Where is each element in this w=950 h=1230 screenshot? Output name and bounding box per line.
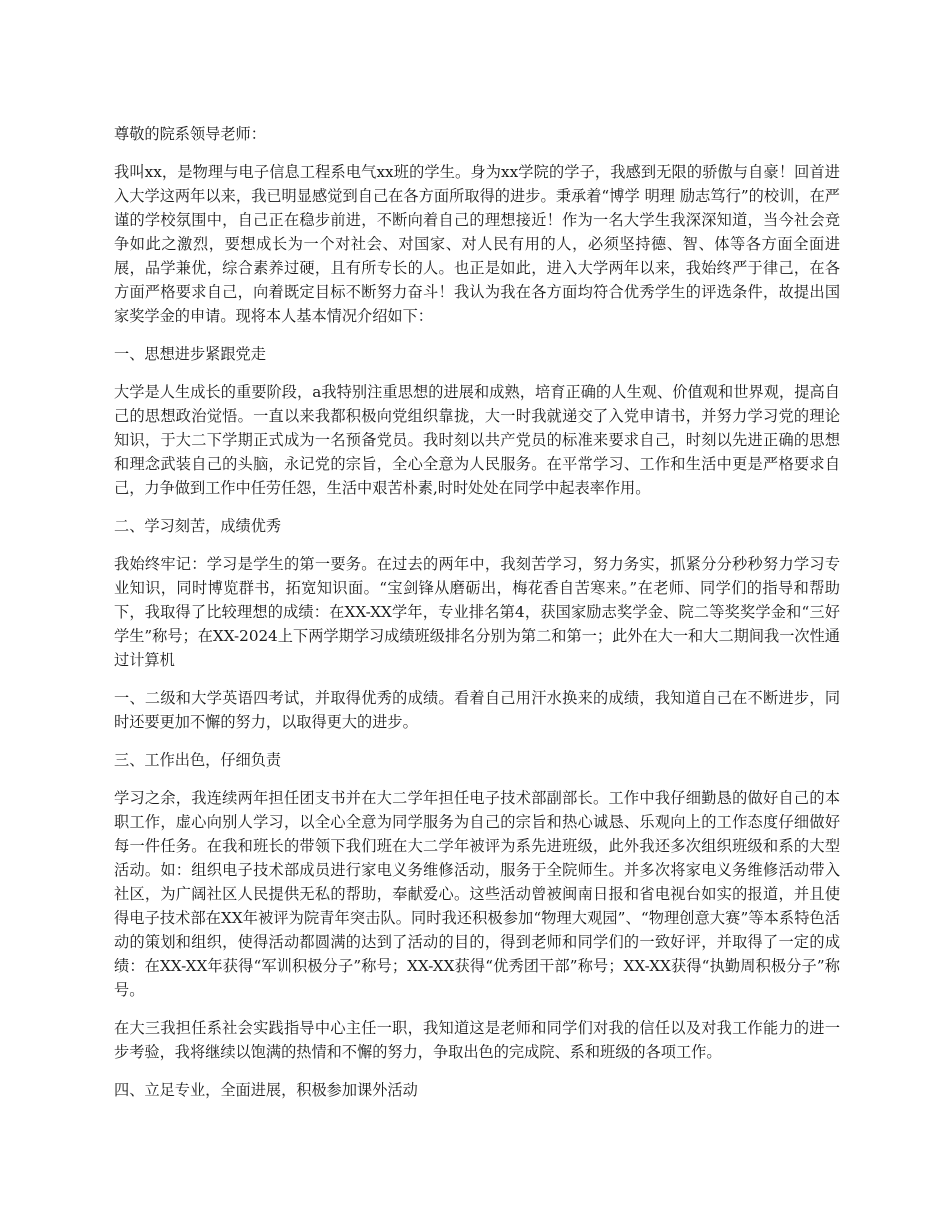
section-heading-1: 一、思想进步紧跟党走 [114,345,266,363]
salutation: 尊敬的院系领导老师： [114,125,266,143]
section-2-paragraph-2: 一、二级和大学英语四考试，并取得优秀的成绩。看着自己用汗水换来的成绩，我知道自己在不断进步，同时还要更加不懈的努力，以取得更大的进步。 [114,689,840,731]
section-heading-3: 三、工作出色，仔细负责 [114,751,282,769]
section-3-paragraph-1: 学习之余，我连续两年担任团支书并在大二学年担任电子技术部副部长。工作中我仔细勤恳的做好自己的本职工作，虚心向别人学习，以全心全意为同学服务为自己的宗旨和热心诚恳、乐观向上的工作态度仔细做好每一件任务。在我和班长的带领下我们班在大二学年被评为系先进班级，此外我还多次组织班级和系的大型活动。如：组织电子技术部成员进行家电义务维修活动，服务于全院师生。并多次将家电义务维修活动带入社区，为广阔社区人民提供无私的帮助，奉献爱心。这些活动曾被闽南日报和省电视台如实的报道，并且使得电子技术部在XX年被评为院青年突击队。同时我还积极参加“物理大观园”、“物理创意大赛”等本系特色活动的策划和组织，使得活动都圆满的达到了活动的目的，得到老师和同学们的一致好评，并取得了一定的成绩：在XX-XX年获得“军训积极分子”称号；XX-XX获得“优秀团干部”称号；XX-XX获得“执勤周积极分子”称号。 [114,789,840,999]
section-1-paragraph: 大学是人生成长的重要阶段，a我特别注重思想的进展和成熟，培育正确的人生观、价值观和世界观，提高自己的思想政治觉悟。一直以来我都积极向党组织靠拢，大一时我就递交了入党申请书，并努力学习党的理论知识，于大二下学期正式成为一名预备党员。我时刻以共产党员的标准来要求自己，时刻以先进正确的思想和理念武装自己的头脑，永记党的宗旨，全心全意为人民服务。在平常学习、工作和生活中更是严格要求自己，力争做到工作中任劳任怨，生活中艰苦朴素,时时处处在同学中起表率作用。 [114,383,840,497]
section-heading-4: 四、立足专业，全面进展，积极参加课外活动 [114,1081,418,1099]
section-3-paragraph-2: 在大三我担任系社会实践指导中心主任一职，我知道这是老师和同学们对我的信任以及对我工作能力的进一步考验，我将继续以饱满的热情和不懈的努力，争取出色的完成院、系和班级的各项工作。 [114,1019,840,1061]
intro-paragraph: 我叫xx，是物理与电子信息工程系电气xx班的学生。身为xx学院的学子，我感到无限的骄傲与自豪！回首进入大学这两年以来，我已明显感觉到自己在各方面所取得的进步。秉承着“博学 明理 励志笃行”的校训，在严谨的学校氛围中，自己正在稳步前进，不断向着自己的理想接近！作为一名大学生我深深知道，当今社会竞争如此之激烈，要想成长为一个对社会、对国家、对人民有用的人，必须坚持德、智、体等各方面全面进展，品学兼优，综合素养过硬，且有所专长的人。也正是如此，进入大学两年以来，我始终严于律己，在各方面严格要求自己，向着既定目标不断努力奋斗！我认为我在各方面均符合优秀学生的评选条件，故提出国家奖学金的申请。现将本人基本情况介绍如下： [114,163,840,325]
section-heading-2: 二、学习刻苦，成绩优秀 [114,517,282,535]
section-2-paragraph-1: 我始终牢记：学习是学生的第一要务。在过去的两年中，我刻苦学习，努力务实，抓紧分分秒秒努力学习专业知识，同时博览群书，拓宽知识面。“宝剑锋从磨砺出，梅花香自苦寒来。”在老师、同学们的指导和帮助下，我取得了比较理想的成绩：在XX-XX学年，专业排名第4，获国家励志奖学金、院二等奖奖学金和“三好学生”称号；在XX-2024上下两学期学习成绩班级排名分别为第二和第一；此外在大一和大二期间我一次性通过计算机 [114,555,840,669]
document-page [114,122,840,1116]
